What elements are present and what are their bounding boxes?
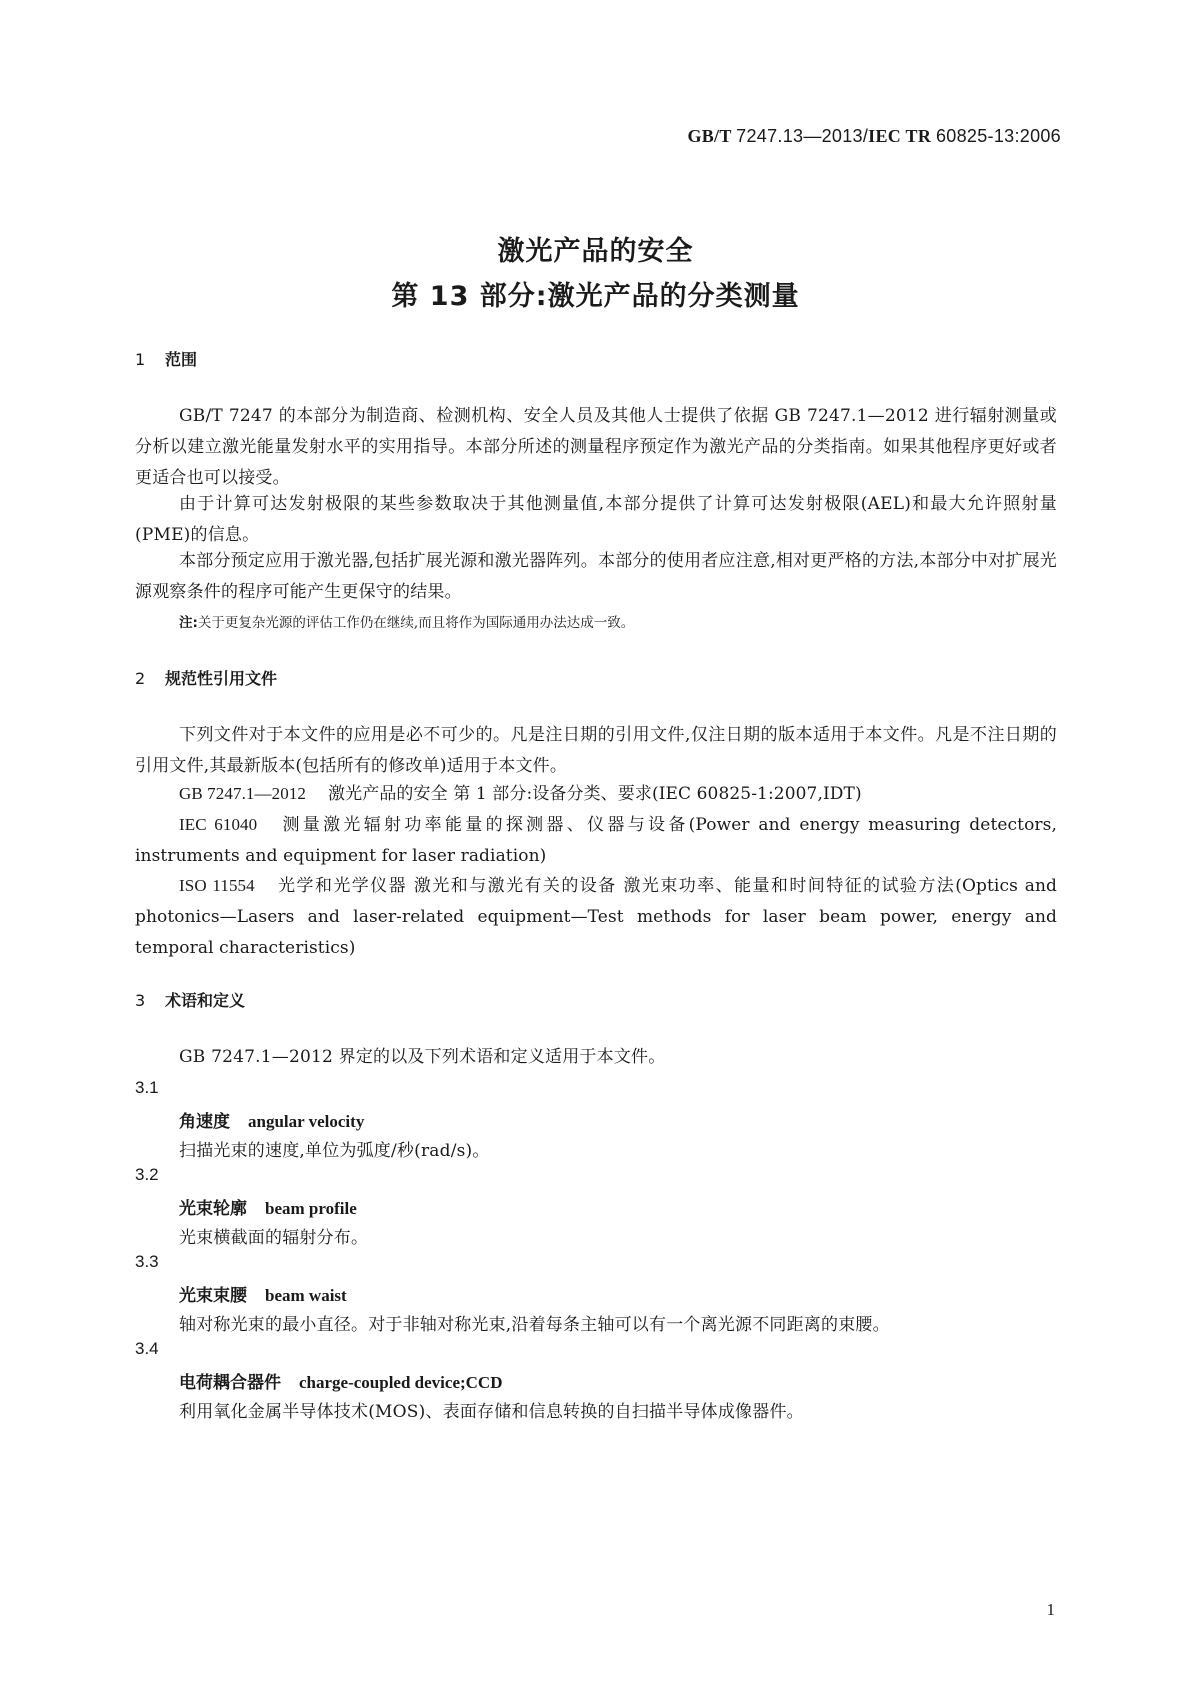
- term-definition: 利用氧化金属半导体技术(MOS)、表面存储和信息转换的自扫描半导体成像器件。: [179, 1402, 804, 1422]
- term-name: [179, 1194, 357, 1219]
- note-label: 注:: [179, 615, 198, 631]
- term-english: beam profile: [265, 1199, 357, 1218]
- term-definition: 光束横截面的辐射分布。: [179, 1228, 369, 1248]
- section-3-intro: GB 7247.1—2012 界定的以及下列术语和定义适用于本文件。: [179, 1047, 666, 1067]
- section-1-heading: [135, 347, 197, 370]
- section-2-paragraph-1: 下列文件对于本文件的应用是必不可少的。凡是注日期的引用文件,仅注日期的版本适用于本文件。凡是不注日期的引用文件,其最新版本(包括所有的修改单)适用于本文件。: [135, 725, 1057, 776]
- section-title: 术语和定义: [165, 991, 246, 1010]
- section-number: 1: [135, 350, 146, 369]
- reference-code: IEC 61040: [179, 815, 258, 834]
- term-number: 3.2: [135, 1165, 159, 1184]
- section-2-heading: [135, 666, 277, 689]
- iec-code: 60825-13:2006: [935, 126, 1061, 146]
- section-3-heading: [135, 988, 245, 1011]
- term-number: 3.3: [135, 1252, 159, 1271]
- term-name: [179, 1368, 503, 1393]
- page-number: 1: [1046, 1600, 1055, 1619]
- document-title-line2: 第 13 部分:激光产品的分类测量: [391, 281, 800, 312]
- term-chinese: 角速度: [179, 1112, 230, 1132]
- term-chinese: 光束束腰: [179, 1286, 247, 1306]
- document-title-line1: 激光产品的安全: [497, 236, 694, 267]
- reference-code: ISO 11554: [179, 876, 255, 895]
- reference-code: GB 7247.1—2012: [179, 784, 307, 803]
- standard-number-header: [687, 126, 1061, 147]
- term-number: 3.4: [135, 1339, 159, 1358]
- std-prefix: GB/T: [687, 126, 732, 146]
- term-number: 3.1: [135, 1078, 159, 1097]
- normative-reference: [135, 778, 1057, 810]
- term-english: beam waist: [265, 1286, 347, 1305]
- reference-title: 光学和光学仪器 激光和与激光有关的设备 激光束功率、能量和时间特征的试验方法(Optics and photonics—Lasers and laser-related equipment—Test methods for laser beam power, energy and temporal characteristics): [135, 876, 1057, 958]
- section-1-paragraph-1: GB/T 7247 的本部分为制造商、检测机构、安全人员及其他人士提供了依据 GB 7247.1—2012 进行辐射测量或分析以建立激光能量发射水平的实用指导。本部分所述的测量程序预定作为激光产品的分类指南。如果其他程序更好或者更适合也可以接受。: [135, 406, 1057, 488]
- section-title: 规范性引用文件: [165, 669, 278, 688]
- reference-title: 激光产品的安全 第 1 部分:设备分类、要求(IEC 60825-1:2007,IDT): [328, 784, 862, 804]
- term-english: charge-coupled device;CCD: [299, 1373, 503, 1392]
- note-text: 关于更复杂光源的评估工作仍在继续,而且将作为国际通用办法达成一致。: [197, 615, 635, 631]
- section-1-paragraph-3: 本部分预定应用于激光器,包括扩展光源和激光器阵列。本部分的使用者应注意,相对更严格的方法,本部分中对扩展光源观察条件的程序可能产生更保守的结果。: [135, 551, 1057, 602]
- term-english: angular velocity: [248, 1112, 365, 1131]
- section-1-paragraph-2: 由于计算可达发射极限的某些参数取决于其他测量值,本部分提供了计算可达发射极限(AEL)和最大允许照射量(PME)的信息。: [135, 494, 1057, 545]
- term-chinese: 光束轮廓: [179, 1199, 247, 1219]
- term-definition: 扫描光束的速度,单位为弧度/秒(rad/s)。: [179, 1141, 490, 1161]
- section-number: 3: [135, 991, 146, 1010]
- term-name: [179, 1107, 364, 1132]
- reference-title: 测量激光辐射功率能量的探测器、仪器与设备(Power and energy measuring detectors, instruments and equipment for laser radiation): [135, 815, 1057, 866]
- section-title: 范围: [165, 350, 198, 369]
- normative-reference: [135, 809, 1057, 872]
- term-chinese: 电荷耦合器件: [179, 1373, 281, 1393]
- normative-reference: [135, 870, 1057, 964]
- section-1-note: [179, 611, 1059, 631]
- std-code: 7247.13—2013/: [736, 126, 869, 146]
- term-name: [179, 1281, 347, 1306]
- section-number: 2: [135, 669, 146, 688]
- iec-prefix: IEC TR: [868, 126, 932, 146]
- term-definition: 轴对称光束的最小直径。对于非轴对称光束,沿着每条主轴可以有一个离光源不同距离的束腰。: [179, 1315, 890, 1335]
